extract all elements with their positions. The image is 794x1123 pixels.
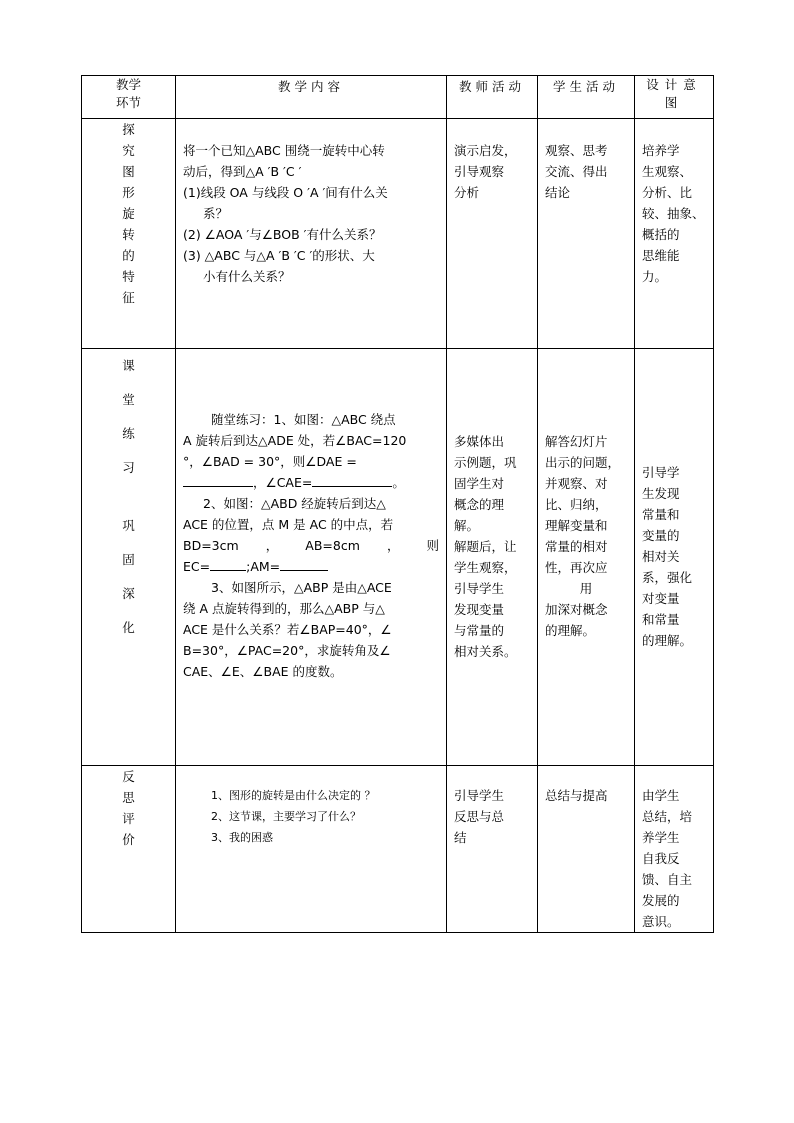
table-row <box>82 119 714 349</box>
student-cell: 总结与提高 <box>538 766 635 933</box>
teacher-cell: 多媒体出 示例题，巩 固学生对 概念的理 解。 解题后，让 学生观察， 引导学生 发现变量 与常量的 相对关系。 <box>447 349 538 766</box>
header-content: 教学内容 <box>176 76 447 119</box>
header-teacher: 教师活动 <box>447 76 538 119</box>
content-cell: 将一个已知△ABC 围绕一旋转中心转 动后，得到△A ′B ′C ′ (1)线段 OA 与线段 O ′A ′间有什么关 系？ (2) ∠AOA ′与∠BOB ′有什么关系？ (3) △ABC 与△A ′B ′C ′的形状、大 小有什么关系？ <box>176 119 447 349</box>
header-design: 设计意 图 <box>635 76 714 119</box>
student-cell: 解答幻灯片 出示的问题， 并观察、对 比、归纳， 理解变量和 常量的相对 性，再次应 用 加深对概念 的理解。 <box>538 349 635 766</box>
teacher-cell: 演示启发， 引导观察 分析 <box>447 119 538 349</box>
stage-cell: 探 究 图 形 旋 转 的 特 征 <box>82 119 176 349</box>
design-cell: 培养学 生观察、 分析、比 较、抽象、 概括的 思维能 力。 <box>635 119 714 349</box>
design-cell: 由学生 总结，培 养学生 自我反 馈、自主 发展的 意识。 <box>635 766 714 933</box>
content-cell: 1、图形的旋转是由什么决定的 ？ 2、这节课，主要学习了什么？ 3、我的困惑 <box>176 766 447 933</box>
header-student: 学生活动 <box>538 76 635 119</box>
table-row <box>82 349 714 766</box>
stage-cell: 课 堂 练 习 巩 固 深 化 <box>82 349 176 766</box>
stage-cell: 反 思 评 价 <box>82 766 176 933</box>
design-cell: 引导学 生发现 常量和 变量的 相对关 系，强化 对变量 和常量 的理解。 <box>635 349 714 766</box>
table-row <box>82 766 714 933</box>
content-cell: 随堂练习：1、如图：△ABC 绕点 A 旋转后到达△ADE 处，若∠BAC=120 °，∠BAD = 30°，则∠DAE = ，∠CAE= 。 2、如图：△ABD 经旋转后到达△ ACE 的位置，点 M 是 AC 的中点，若 BD=3cm，AB=8cm，则 EC= ;AM= 3、如图所示，△ABP 是由△ACE 绕 A 点旋转得到的，那么△ABP 与△ ACE 是什么关系？若∠BAP=40°，∠ B=30°，∠PAC=20°，求旋转角及∠ CAE、∠E、∠BAE 的度数。 <box>176 349 447 766</box>
teacher-cell: 引导学生 反思与总 结 <box>447 766 538 933</box>
header-row <box>82 76 714 119</box>
student-cell: 观察、思考 交流、得出 结论 <box>538 119 635 349</box>
header-stage: 教学 环节 <box>82 76 176 119</box>
lesson-plan-table <box>81 75 714 933</box>
